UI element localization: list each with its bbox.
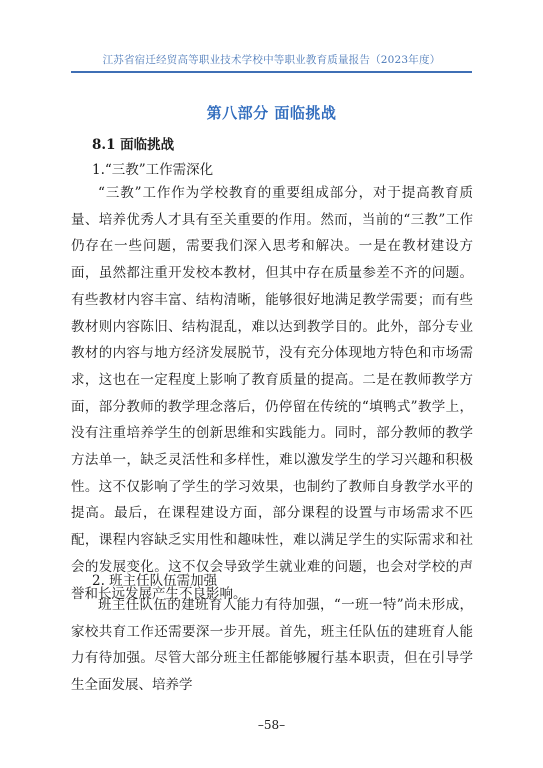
header-rule (71, 71, 472, 73)
part-title: 第八部分 面临挑战 (206, 104, 337, 122)
running-header: 江苏省宿迁经贸高等职业技术学校中等职业教育质量报告（2023年度） (102, 54, 441, 66)
body-paragraph-2: 班主任队伍的建班育人能力有待加强，“一班一特”尚未形成，家校共育工作还需要深一步开展。首先，班主任队伍的建班育人能力有待加强。尽管大部分班主任都能够履行基本职责，但在引导学生全面发展、培养学 (71, 597, 473, 694)
body-paragraph-1: “三教”工作作为学校教育的重要组成部分，对于提高教育质量、培养优秀人才具有至关重要的作用。然而，当前的“三教”工作仍存在一些问题，需要我们深入思考和解决。一是在教材建设方面，虽然都注重开发校本教材，但其中存在质量参差不齐的问题。有些教材内容丰富、结构清晰，能够很好地满足教学需要；而有些教材则内容陈旧、结构混乱，难以达到教学目的。此外，部分专业教材的内容与地方经济发展脱节，没有充分体现地方特色和市场需求，这也在一定程度上影响了教育质量的提高。二是在教师教学方面，部分教师的教学理念落后，仍停留在传统的“填鸭式”教学上，没有注重培养学生的创新思维和实践能力。同时，部分教师的教学方法单一，缺乏灵活性和多样性，难以激发学生的学习兴趣和积极性。这不仅影响了学生的学习效果，也制约了教师自身教学水平的提高。最后，在课程建设方面，部分课程的设置与市场需求不匹配，课程内容缺乏实用性和趣味性，难以满足学生的实际需求和社会的发展变化。这不仅会导致学生就业难的问题，也会对学校的声誉和长远发展产生不良影响。 (71, 185, 473, 602)
section-heading: 8.1 面临挑战 (92, 137, 175, 153)
subsection-title-1: 1.“三教”工作需深化 (92, 162, 214, 178)
page-number: –58– (257, 718, 286, 732)
subsection-title-2: 2. 班主任队伍需加强 (92, 573, 218, 589)
